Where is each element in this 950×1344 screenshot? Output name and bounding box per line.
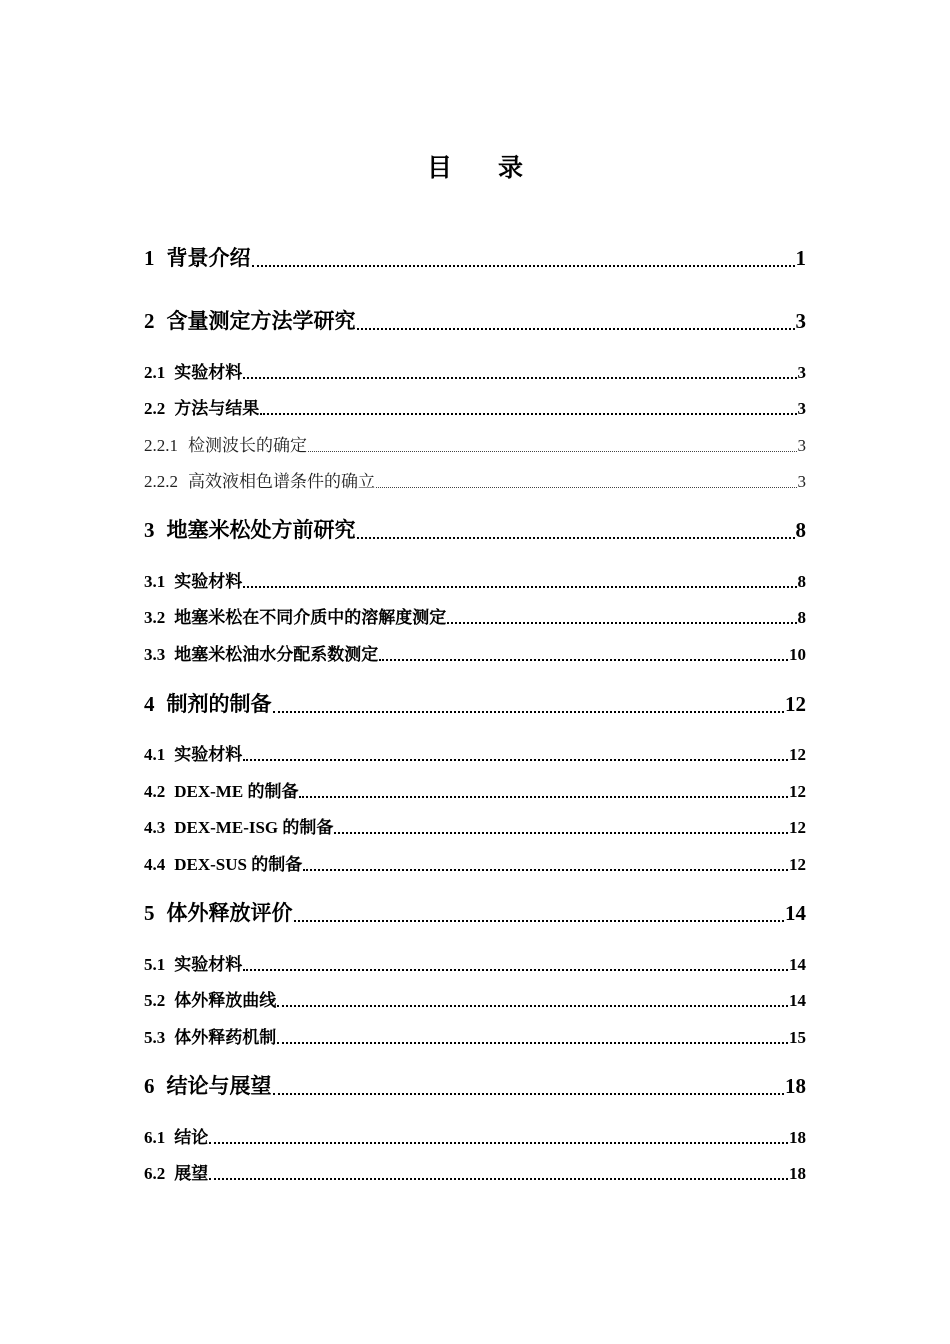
toc-entry-number: 2	[144, 309, 155, 333]
toc-dot-leader	[379, 659, 788, 661]
toc-entry-page-number: 8	[797, 572, 806, 591]
toc-entry-page-number: 3	[797, 363, 806, 382]
toc-entry-number: 4.4	[144, 855, 166, 874]
toc-dot-leader	[357, 537, 795, 539]
toc-entry-page-number: 3	[797, 436, 806, 455]
toc-entry-level-1[interactable]	[144, 897, 806, 927]
toc-entry-page-number: 14	[789, 991, 806, 1010]
toc-entry-number: 5.1	[144, 955, 166, 974]
toc-entry-page-number: 12	[789, 782, 806, 801]
toc-dot-leader	[334, 832, 788, 834]
toc-entry-level-2[interactable]	[144, 358, 806, 383]
toc-entry-level-2[interactable]	[144, 603, 806, 628]
toc-entry-label: 地塞米松油水分配系数测定	[174, 645, 379, 664]
toc-entry-page-number: 12	[789, 855, 806, 874]
toc-entry-page-number: 12	[785, 692, 806, 716]
toc-dot-leader	[277, 1005, 788, 1007]
toc-entry-level-2[interactable]	[144, 1123, 806, 1148]
toc-entry-label: DEX-ME 的制备	[174, 782, 299, 801]
toc-entry-level-1[interactable]	[144, 242, 806, 272]
toc-entry-page-number: 18	[785, 1074, 806, 1098]
toc-entry-label: DEX-ME-ISG 的制备	[174, 818, 334, 837]
toc-entry-level-2[interactable]	[144, 567, 806, 592]
toc-entry-level-1[interactable]	[144, 1070, 806, 1100]
toc-entry-label: DEX-SUS 的制备	[174, 855, 303, 874]
toc-entry-page-number: 3	[797, 472, 806, 491]
toc-entry-level-2[interactable]	[144, 1159, 806, 1184]
toc-entry-label: 结论与展望	[166, 1074, 272, 1098]
toc-entry-level-2[interactable]	[144, 813, 806, 838]
toc-entry-page-number: 1	[795, 246, 806, 270]
toc-dot-leader	[243, 759, 788, 761]
toc-entry-page-number: 18	[789, 1128, 806, 1147]
toc-dot-leader	[447, 622, 796, 624]
toc-title-char-2: 录	[498, 155, 524, 182]
toc-entry-number: 3.1	[144, 572, 166, 591]
toc-entry-page-number: 10	[789, 645, 806, 664]
toc-entry-level-2[interactable]	[144, 640, 806, 665]
toc-entry-level-3[interactable]	[144, 467, 806, 492]
toc-entry-number: 3	[144, 518, 155, 542]
toc-entry-page-number: 8	[795, 518, 806, 542]
toc-entry-label: 体外释放曲线	[174, 991, 277, 1010]
toc-dot-leader	[243, 377, 796, 379]
toc-dot-leader	[376, 487, 797, 488]
toc-entry-page-number: 15	[789, 1028, 806, 1047]
toc-entry-number: 3.3	[144, 645, 166, 664]
toc-entry-page-number: 12	[789, 745, 806, 764]
toc-dot-leader	[294, 920, 785, 922]
toc-entry-number: 4.3	[144, 818, 166, 837]
toc-dot-leader	[252, 265, 795, 267]
toc-entry-level-2[interactable]	[144, 1023, 806, 1048]
toc-entry-number: 2.2	[144, 399, 166, 418]
toc-entry-level-2[interactable]	[144, 986, 806, 1011]
toc-entry-number: 6	[144, 1074, 155, 1098]
toc-entry-level-2[interactable]	[144, 777, 806, 802]
toc-entry-number: 4.2	[144, 782, 166, 801]
toc-dot-leader	[277, 1042, 788, 1044]
toc-entry-level-3[interactable]	[144, 431, 806, 456]
toc-entry-page-number: 8	[797, 608, 806, 627]
toc-entry-level-2[interactable]	[144, 850, 806, 875]
toc-entry-level-2[interactable]	[144, 950, 806, 975]
toc-dot-leader	[273, 1093, 785, 1095]
toc-entry-label: 地塞米松处方前研究	[166, 518, 356, 542]
toc-entry-level-1[interactable]	[144, 514, 806, 544]
toc-dot-leader	[273, 711, 785, 713]
toc-entry-number: 3.2	[144, 608, 166, 627]
toc-title-char-1: 目	[426, 155, 452, 182]
toc-entry-level-2[interactable]	[144, 740, 806, 765]
toc-entry-level-1[interactable]	[144, 305, 806, 335]
toc-dot-leader	[209, 1142, 788, 1144]
toc-entry-label: 实验材料	[174, 572, 243, 591]
toc-entry-label: 实验材料	[174, 745, 243, 764]
toc-entry-number: 2.1	[144, 363, 166, 382]
toc-entry-number: 6.2	[144, 1164, 166, 1183]
toc-entry-page-number: 14	[785, 901, 806, 925]
toc-dot-leader	[308, 451, 797, 452]
toc-dot-leader	[243, 969, 788, 971]
toc-entry-label: 实验材料	[174, 955, 243, 974]
toc-dot-leader	[243, 586, 796, 588]
toc-entry-label: 含量测定方法学研究	[166, 309, 356, 333]
toc-entry-number: 2.2.1	[144, 436, 178, 455]
toc-dot-leader	[209, 1178, 788, 1180]
toc-entry-level-2[interactable]	[144, 394, 806, 419]
toc-entry-label: 展望	[174, 1164, 209, 1183]
toc-entry-label: 体外释放评价	[166, 901, 293, 925]
toc-entry-page-number: 3	[795, 309, 806, 333]
toc-entry-label: 结论	[174, 1128, 209, 1147]
toc-entry-label: 体外释药机制	[174, 1028, 277, 1047]
toc-entry-label: 制剂的制备	[166, 692, 272, 716]
toc-entry-label: 背景介绍	[166, 246, 251, 270]
toc-dot-leader	[299, 796, 788, 798]
toc-dot-leader	[357, 328, 795, 330]
toc-entry-label: 地塞米松在不同介质中的溶解度测定	[174, 608, 447, 627]
toc-dot-leader	[303, 869, 788, 871]
toc-entry-number: 4	[144, 692, 155, 716]
toc-entry-label: 方法与结果	[174, 399, 260, 418]
toc-entry-page-number: 14	[789, 955, 806, 974]
toc-dot-leader	[260, 413, 796, 415]
toc-entry-page-number: 18	[789, 1164, 806, 1183]
toc-entry-number: 4.1	[144, 745, 166, 764]
toc-entry-page-number: 12	[789, 818, 806, 837]
toc-entry-number: 5.3	[144, 1028, 166, 1047]
toc-title	[0, 148, 950, 184]
toc-entry-number: 2.2.2	[144, 472, 178, 491]
toc-entry-page-number: 3	[797, 399, 806, 418]
toc-entry-level-1[interactable]	[144, 688, 806, 718]
toc-entry-label: 实验材料	[174, 363, 243, 382]
toc-entry-number: 6.1	[144, 1128, 166, 1147]
toc-entry-number: 5	[144, 901, 155, 925]
toc-entry-label: 检测波长的确定	[188, 436, 307, 455]
toc-entry-number: 1	[144, 246, 155, 270]
toc-entry-number: 5.2	[144, 991, 166, 1010]
toc-entry-label: 高效液相色谱条件的确立	[188, 472, 375, 491]
